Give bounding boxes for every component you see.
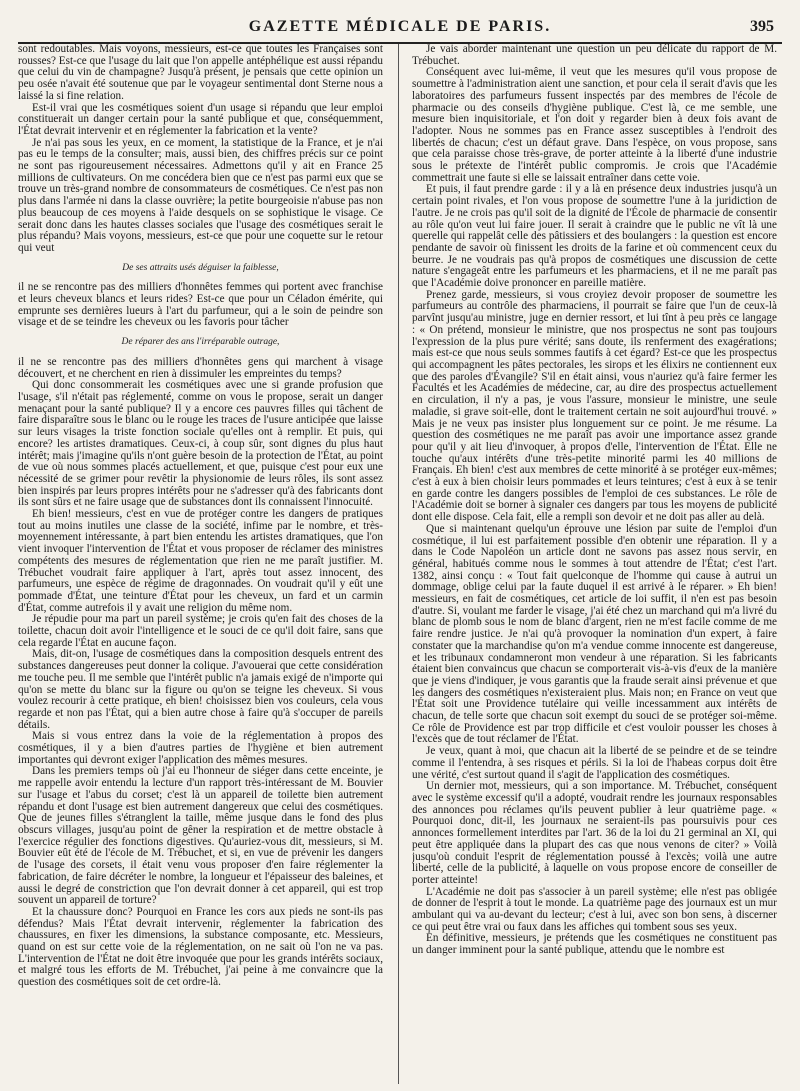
page-header — [18, 8, 782, 38]
paragraph: Un dernier mot, messieurs, qui a son importance. M. Trébuchet, conséquent avec le système excessif qu'il a adopté, voudrait rendre les journaux responsables des annonces pou réclames qu'ils peuvent publier à leur quatrième page. « Pourquoi donc, dit-il, les journaux ne seraient-ils pas poursuivis pour ces annonces formellement interdites par l'art. 36 de la loi du 21 germinal an XI, qui peut être appliquée dans la plupart des cas que nous venons de citer? » Voilà jusqu'où conduit l'esprit de réglementation poussé à l'excès; voilà une autre liberté, celle de la publicité, à laquelle on vous propose encore de conseiller de porter atteinte! — [412, 780, 777, 886]
journal-title: GAZETTE MÉDICALE DE PARIS. — [248, 18, 552, 35]
paragraph: Conséquent avec lui-même, il veut que les mesures qu'il vous propose de soumettre à l'administration aient une sanction, et pour cela il serait d'avis que les laboratoires des parfumeurs fussent inspectés par des membres de l'école de pharmacie ou des conseils d'hygiène publique. C'est là, ce me semble, une mesure bien inquisitoriale, et l'on doit y regarder bien à deux fois avant de l'adopter. Nous ne sommes pas en France assez susceptibles à l'endroit des libertés de chacun; c'est un défaut grave. Dans l'espèce, on vous propose, sans que cela paraisse chose très-grave, de porter atteinte à la liberté d'une industrie sous le prétexte de l'intérêt public compromis. Je crois que l'Académie commettrait une faute si elle se laissait entraîner dans cette voie. — [412, 66, 777, 184]
paragraph: Qui donc consommerait les cosmétiques avec une si grande profusion que l'usage, s'il n'était pas réglementé, comme on vous le propose, serait un danger menaçant pour la santé publique? Il y a encore ces pauvres filles qui tâchent de faire disparaître sous le blanc ou le rouge les traces de l'usure anticipée que laisse sur leurs visages la triste fonction sociale qu'elles ont à remplir. Et puis, qui encore? les artistes dramatiques. Ceux-ci, à coup sûr, sont dignes du plus haut intérêt; mais j'imagine qu'ils n'ont guère besoin de la protection de l'État, au point de vue où nous sommes placés actuellement, et que, puisque c'est pour eux une nécessité de se grimer pour revêtir la physionomie de leurs rôles, ils sont assez bien inspirés par leurs propres intérêts pour ne s'adresser qu'à des fabricants dont ils sont sûrs et ne faire usage que de substances dont ils connaissent l'innocuité. — [18, 379, 383, 509]
paragraph: Que si maintenant quelqu'un éprouve une lésion par suite de l'emploi d'un cosmétique, il lui est parfaitement possible d'en obtenir une réparation. Il y a dans le Code Napoléon un article dont ne savons pas assez nous servir, en général, habitués comme nous le sommes à tout attendre de l'État; c'est l'art. 1382, ainsi conçu : « Tout fait quelconque de l'homme qui cause à autrui un dommage, oblige celui par la faute duquel il est arrivé à le réparer. » Eh bien! messieurs, en fait de cosmétiques, cet article de loi suffit, il n'en est pas besoin d'autre. Si, voulant me farder le visage, j'ai été chez un marchand qui m'a livré du blanc de plomb sous le nom de blanc d'argent, rien ne m'est facile comme de me faire rendre justice. Je n'ai qu'à provoquer la nomination d'un expert, à faire constater que la marchandise qu'on m'a vendue comme innocente est dangereuse, et les tribunaux condamneront mon vendeur à une réparation. Si les fabricants étaient bien convaincus que chacun se comporterait vis-à-vis d'eux de la manière que je viens d'indiquer, je vous garantis que la fraude serait ainsi prévenue et que les dangers des cosmétiques n'existeraient plus. Mais non; en France on veut que l'État soit une Providence tutélaire qui veille incessamment aux intérêts de chacun, de telle sorte que chacun soit exempt du souci de se protéger soi-même. Ce rôle de Providence est par trop difficile et c'est vouloir pousser les choses à l'excès que de tout réclamer de l'État. — [412, 522, 777, 746]
paragraph: Prenez garde, messieurs, si vous croyiez devoir proposer de soumettre les parfumeurs au contrôle des pharmaciens, il pourrait se faire que l'un de ceux-là parvînt jusqu'au ministre, juge en dernier ressort, et lui tînt à peu près ce langage : « On prétend, monsieur le ministre, que nos prospectus ne sont pas toujours l'expression de la plus pure vérité; sans doute, ils renferment des exagérations; mais est-ce que nous seuls sommes fautifs à cet égard? Est-ce que les prospectus qui accompagnent les pâtes pectorales, les sirops et les élixirs ne contiennent eux que des paroles d'Évangile? S'il en était ainsi, vous n'auriez qu'à faire fermer les Facultés et les Académies de médecine, car, au dire des prospectus actuellement en circulation, il n'y a pas, je vous l'assure, monsieur le ministre, une seule maladie, si grave soit-elle, dont le traitement certain ne soit aujourd'hui trouvé. » Mais je ne veux pas insister plus longuement sur ce point. Je me résume. La question des cosmétiques ne me paraît pas avoir une importance assez grande pour qu'il y ait lieu d'invoquer, à propos d'elle, l'intervention de l'État. Elle ne touche qu'aux intérêts d'une très-petite minorité parmi les 40 millions de Français. Eh bien! c'est aux membres de cette minorité à se protéger eux-mêmes; c'est à eux à bien choisir leurs pommades et leurs teintures; c'est à eux à se tenir en garde contre les dangers possibles de l'emploi de ces substances. Le rôle de l'Académie doit se borner à signaler ces dangers par tous les moyens de publicité dont elle dispose. Cela fait, elle a rempli son devoir et ne doit pas aller au delà. — [412, 288, 777, 524]
paragraph: Et puis, il faut prendre garde : il y a là en présence deux industries jusqu'à un certain point rivales, et l'on vous propose de soumettre l'une à la juridiction de l'autre. Je ne crois pas qu'il soit de la dignité de l'École de pharmacie de consentir au rôle qu'on veut lui faire jouer. Il serait à craindre que le public ne vît là une querelle qui rappelât celle des pâtissiers et des boulangers : la question est encore pendante de savoir où finissent les droits de la farine et où commencent ceux du beurre. Je ne voudrais pas qu'à propos de cosmétiques une discussion de cette nature s'engageât entre les parfumeurs et les pharmaciens, et il ne me paraît pas que l'Académie doive prononcer en pareille matière. — [412, 183, 777, 290]
column-divider — [398, 44, 399, 1084]
paragraph: L'Académie ne doit pas s'associer à un pareil système; elle n'est pas obligée de donner de l'esprit à tout le monde. La quatrième page des journaux est un mur ambulant qui va au-devant du lecteur; c'est à lui, avec son bon sens, à discerner ce qui peut être vrai ou faux dans les affiches qui tombent sous ses yeux. — [412, 885, 777, 933]
paragraph: Eh bien! messieurs, c'est en vue de protéger contre les dangers de pratiques tout au moins inutiles une classe de la société, infime par le nombre, et très-moyennement intéressante, à part bien entendu les artistes dramatiques, que l'on vient invoquer l'intervention de l'État et vous proposer de réclamer des ministres compétents des mesures de réglementation que rien ne me paraît justifier. M. Trébuchet voudrait faire appliquer à l'art, après tout assez innocent, des parfumeurs, une espèce de régime de dragonnades. On voudrait qu'il y eût une pommade d'État, une teinture d'État pour les cheveux, un fard et un carmin d'État, comme autrefois il y avait une religion du même nom. — [18, 508, 383, 614]
paragraph: Je veux, quant à moi, que chacun ait la liberté de se peindre et de se teindre comme il l'entendra, à ses risques et périls. Si la loi de l'habeas corpus doit être une vérité, c'est surtout quand il s'agit de l'application des cosmétiques. — [412, 745, 777, 781]
paragraph: En définitive, messieurs, je prétends que les cosmétiques ne constituent pas un danger imminent pour la santé publique, attendu que le nombre est — [412, 932, 777, 957]
left-column — [18, 44, 383, 1084]
verse-quote: De ses attraits usés déguiser la faiblesse, — [122, 262, 279, 273]
paragraph: Je n'ai pas sous les yeux, en ce moment, la statistique de la France, et je n'ai pas eu le temps de la consulter; mais, aussi bien, des chiffres précis sur ce point ne sont pas rigoureusement nécessaires. Admettons qu'il y ait en France 25 millions de cultivateurs. On me concédera bien que ce n'est pas parmi eux que se trouve un très-grand nombre de consommateurs de cosmétiques. Ce n'est pas non plus dans l'armée ni dans la classe ouvrière; la petite bourgeoisie n'abuse pas non plus beaucoup de ces moyens à l'aide desquels on se sophistique le visage. Ce serait donc dans les hautes classes sociales que l'usage des cosmétiques serait le plus répandu? Mais voyons, messieurs, est-ce que pour une coquette sur le retour qui veut — [18, 136, 383, 254]
paragraph: Mais, dit-on, l'usage de cosmétiques dans la composition desquels entrent des substances dangereuses peut donner la colique. J'avouerai que cette considération me touche peu. Il me semble que l'intérêt public n'a jamais exigé de n'importe qui qu'on se mette du blanc sur la figure ou qu'on se teigne les cheveux. Si vous voulez recourir à cette pratique, eh bien! choisissez bien vos couleurs, cela vous regarde et non pas l'État, qui a bien autre chose à faire qu'à s'occuper de pareils détails. — [18, 648, 383, 731]
paragraph: sont redoutables. Mais voyons, messieurs, est-ce que toutes les Françaises sont rousses? Est-ce que l'usage du lait que l'on appelle antéphélique est aussi répandu que celui du vin de champagne? Jusqu'à présent, je pensais que cette opinion un peu osée n'avait été soutenue que par le voyageur sentimental dont Sterne nous a laissé la si fine relation. — [18, 44, 383, 102]
paragraph: Je vais aborder maintenant une question un peu délicate du rapport de M. Trébuchet. — [412, 44, 777, 67]
paragraph: Mais si vous entrez dans la voie de la réglementation à propos des cosmétiques, il y a bien d'autres parties de l'hygiène et bien autrement importantes qui devront exiger l'application des mêmes mesures. — [18, 730, 383, 766]
verse-quote: De réparer des ans l'irréparable outrage, — [121, 337, 280, 348]
right-column — [412, 44, 777, 1084]
paragraph: Je répudie pour ma part un pareil système; je crois qu'en fait des choses de la toilette, chacun doit avoir l'intelligence et le souci de ce qu'il doit faire, sans que cela regarde l'État en aucune façon. — [18, 613, 383, 649]
page-number: 395 — [750, 18, 774, 35]
paragraph: il ne se rencontre pas des milliers d'honnêtes femmes qui portent avec franchise et leurs cheveux blancs et leurs rides? Est-ce que pour un Céladon émérite, qui emprunte ses dernières lueurs à l'art du parfumeur, qui a le soin de peindre son visage et de se teindre les cheveux ou les favoris pour tâcher — [18, 281, 383, 329]
paragraph: Et la chaussure donc? Pourquoi en France les cors aux pieds ne sont-ils pas défendus? Mais l'État devrait intervenir, réglementer la fabrication des chaussures, en fixer les dimensions, la substance composante, etc. Messieurs, quand on est sur cette voie de la réglementation, on ne sait où l'on ne va pas. L'intervention de l'État ne doit être invoquée que pour les grands intérêts sociaux, et malgré tous les efforts de M. Trébuchet, j'ai peine à me convaincre que la question des cosmétiques soit de cet ordre-là. — [18, 905, 383, 989]
paragraph: il ne se rencontre pas des milliers d'honnêtes gens qui marchent à visage découvert, et ne cherchent en rien à dissimuler les empreintes du temps? — [18, 355, 383, 380]
paragraph: Dans les premiers temps où j'ai eu l'honneur de siéger dans cette enceinte, je me rappelle avoir entendu la lecture d'un rapport très-intéressant de M. Bouvier sur l'usage et l'abus du corset; c'est là un appareil de toilette bien autrement répandu et dont l'usage est bien autrement dangereux que celui des cosmétiques. Que de jeunes filles s'étranglent la taille, même jusque dans le fond des plus obscurs villages, jusqu'au point de gêner la respiration et de mettre obstacle à l'exercice régulier des fonctions digestives. Qu'auriez-vous dit, messieurs, si M. Bouvier eût été de l'école de M. Trébuchet, et si, en vue de prévenir les dangers de l'usage des corsets, il était venu vous proposer d'en faire réglementer la fabrication, de faire décréter le nombre, la longueur et l'épaisseur des baleines, et aussi le degré de constriction que l'on devrait donner à cet appareil, qui est trop souvent un appareil de torture? — [18, 765, 383, 907]
paragraph: Est-il vrai que les cosmétiques soient d'un usage si répandu que leur emploi constituerait un danger certain pour la santé publique et que, conséquemment, l'État devrait intervenir et en réglementer la fabrication et la vente? — [18, 101, 383, 137]
